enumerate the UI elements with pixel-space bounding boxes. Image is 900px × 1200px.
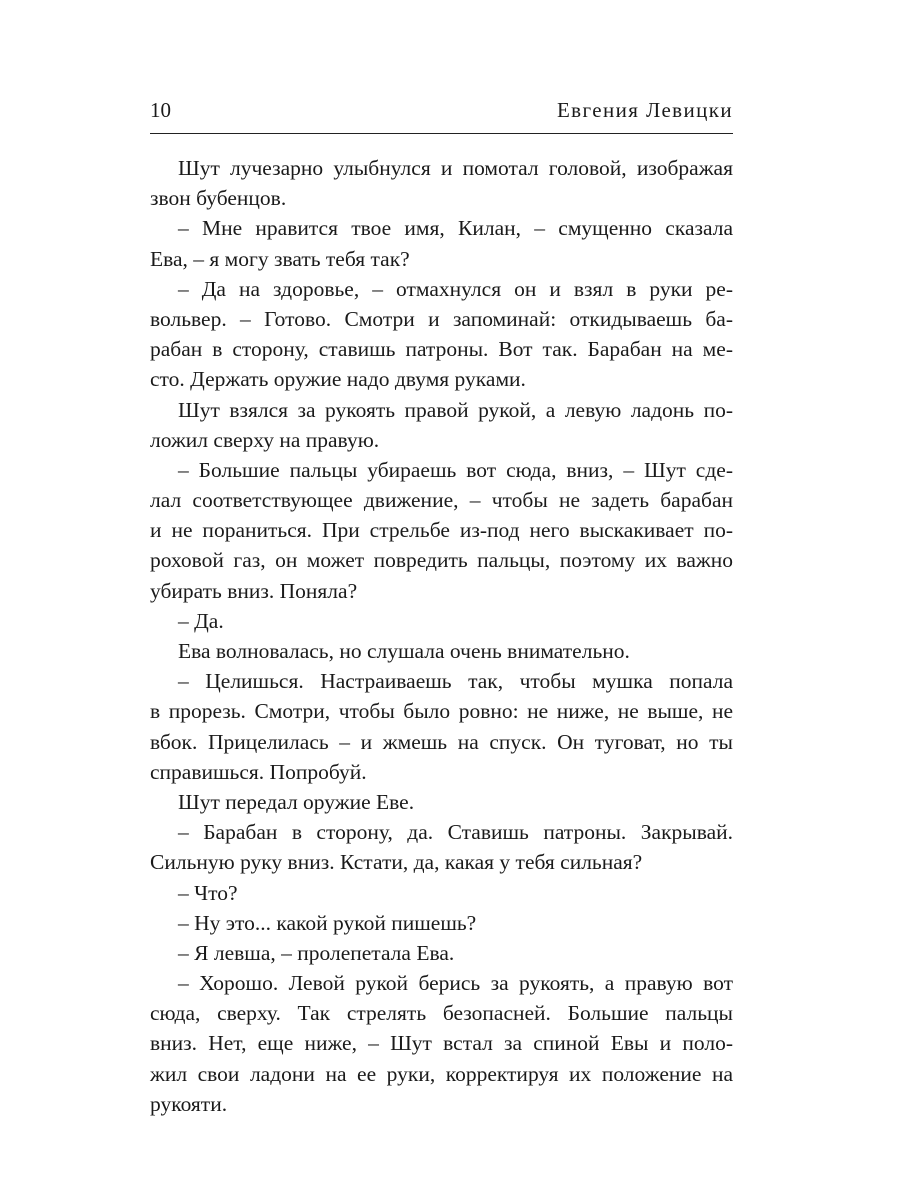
body-text — [150, 153, 733, 1119]
text-line: рабан в сторону, ставишь патроны. Вот так. Барабан на ме- — [150, 337, 733, 362]
text-line: – Что? — [178, 880, 238, 905]
text-line: справишься. Попробуй. — [150, 759, 367, 784]
text-line: жил свои ладони на ее руки, корректируя их положение на — [150, 1061, 733, 1086]
running-header — [150, 97, 733, 123]
text-line: в прорезь. Смотри, чтобы было ровно: не ниже, не выше, не — [150, 699, 733, 724]
text-line: вольвер. – Готово. Смотри и запоминай: откидываешь ба- — [150, 306, 733, 331]
text-line: Шут взялся за рукоять правой рукой, а левую ладонь по- — [178, 397, 733, 422]
text-line: Сильную руку вниз. Кстати, да, какая у тебя сильная? — [150, 850, 643, 875]
text-line: вниз. Нет, еще ниже, – Шут встал за спиной Евы и поло- — [150, 1031, 733, 1056]
running-header-author: Евгения Левицки — [556, 98, 733, 122]
text-line: – Да. — [178, 608, 224, 633]
header-rule — [150, 133, 733, 134]
text-line: – Целишься. Настраиваешь так, чтобы мушка попала — [178, 669, 733, 694]
text-line: – Мне нравится твое имя, Килан, – смущенно сказала — [178, 216, 733, 241]
text-line: сто. Держать оружие надо двумя руками. — [150, 367, 526, 392]
text-line: звон бубенцов. — [150, 186, 287, 211]
page-number: 10 — [150, 98, 171, 122]
text-line: – Барабан в сторону, да. Ставишь патроны. Закрывай. — [178, 820, 733, 845]
text-line: – Большие пальцы убираешь вот сюда, вниз, – Шут сде- — [178, 457, 733, 482]
text-line: ложил сверху на правую. — [150, 427, 380, 452]
text-line: убирать вниз. Поняла? — [150, 578, 358, 603]
text-line: – Да на здоровье, – отмахнулся он и взял в руки ре- — [178, 276, 733, 301]
text-line: – Я левша, – пролепетала Ева. — [178, 940, 455, 965]
text-line: Шут лучезарно улыбнулся и помотал головой, изображая — [178, 156, 733, 180]
text-line: Ева, – я могу звать тебя так? — [150, 246, 410, 271]
text-line: лал соответствующее движение, – чтобы не задеть барабан — [150, 488, 733, 513]
text-line: роховой газ, он может повредить пальцы, поэтому их важно — [150, 548, 733, 573]
text-line: – Хорошо. Левой рукой берись за рукоять, а правую вот — [178, 971, 733, 996]
text-line: рукояти. — [150, 1091, 228, 1116]
text-line: Шут передал оружие Еве. — [178, 789, 415, 814]
text-line: Ева волновалась, но слушала очень внимательно. — [178, 639, 630, 663]
text-line: вбок. Прицелилась – и жмешь на спуск. Он туговат, но ты — [150, 729, 733, 754]
text-line: – Ну это... какой рукой пишешь? — [178, 910, 477, 935]
text-line: и не пораниться. При стрельбе из-под него выскакивает по- — [150, 518, 733, 543]
text-line: сюда, сверху. Так стрелять безопасней. Большие пальцы — [150, 1001, 733, 1026]
